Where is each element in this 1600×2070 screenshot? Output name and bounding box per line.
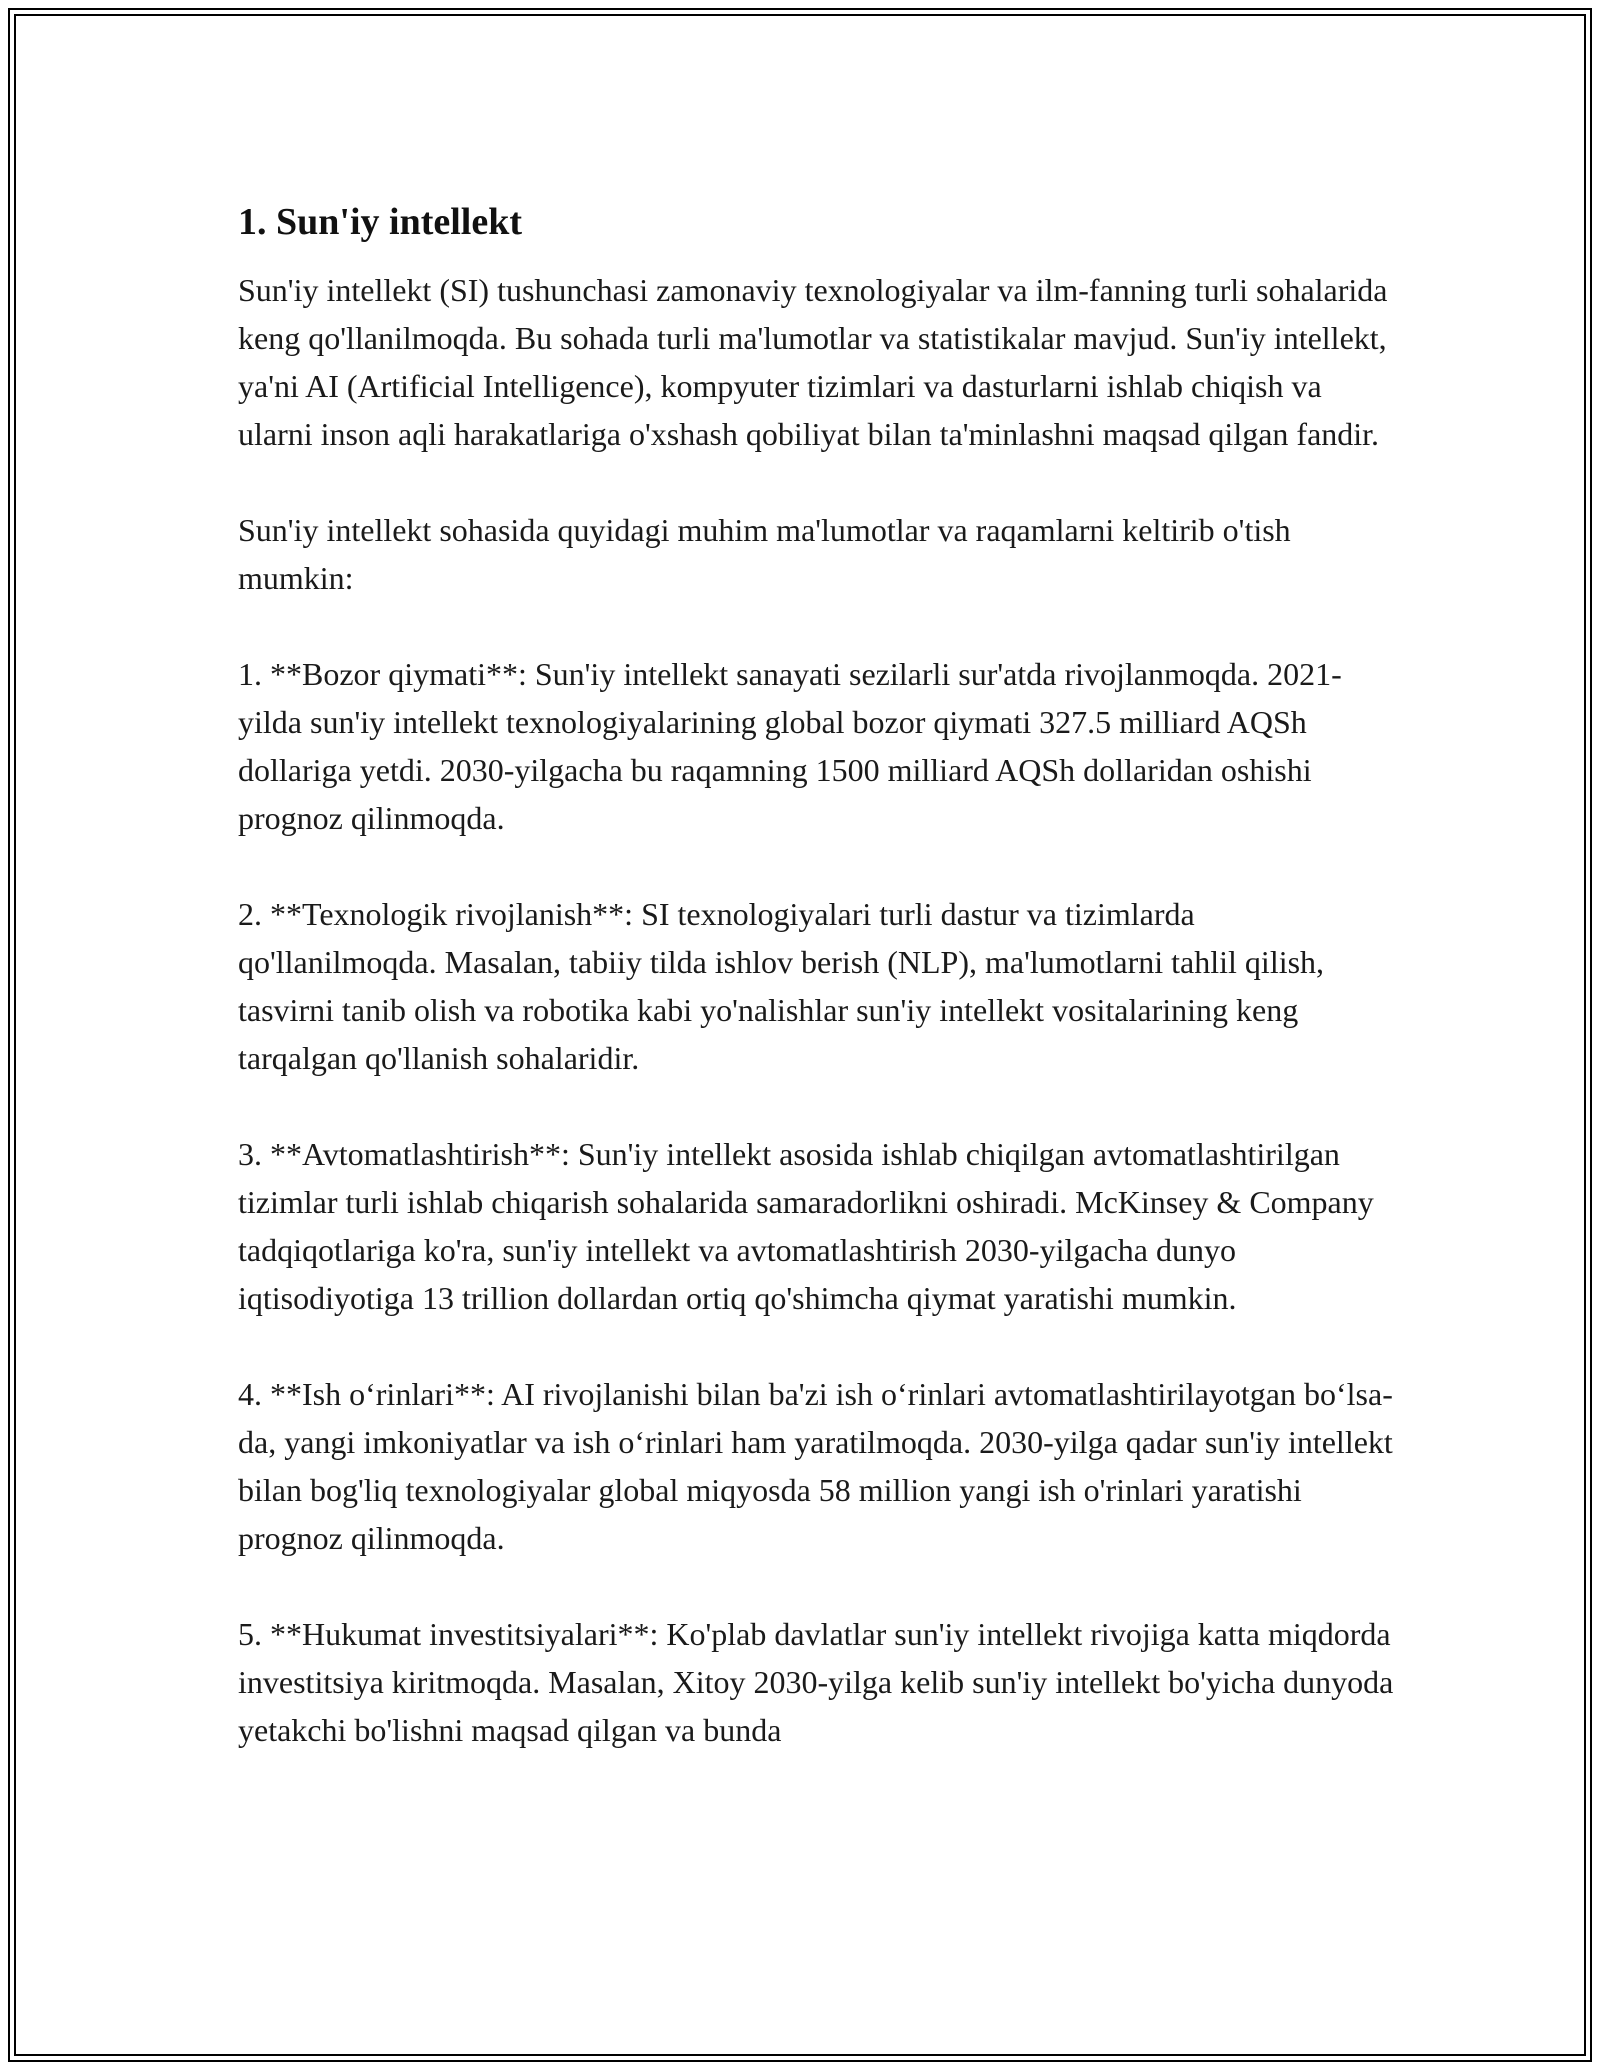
page-border-inner (14, 14, 1586, 2056)
document-body (238, 198, 1398, 1802)
list-item-bozor-qiymati: 1. **Bozor qiymati**: Sun'iy intellekt sanayati sezilarli sur'atda rivojlanmoqda. 2021-yilda sun'iy intellekt texnologiyalarining global bozor qiymati 327.5 milliard AQSh dollariga yetdi. 2030-yilgacha bu raqamning 1500 milliard AQSh dollaridan oshishi prognoz qilinmoqda. (238, 656, 1342, 836)
section-title: 1. Sun'iy intellekt (238, 201, 522, 243)
list-item-avtomatlashtirish: 3. **Avtomatlashtirish**: Sun'iy intellekt asosida ishlab chiqilgan avtomatlashtirilgan tizimlar turli ishlab chiqarish sohalarida samaradorlikni oshiradi. McKinsey & Company tadqiqotlariga ko'ra, sun'iy intellekt va avtomatlashtirish 2030-yilgacha dunyo iqtisodiyotiga 13 trillion dollardan ortiq qo'shimcha qiymat yaratishi mumkin. (238, 1136, 1374, 1316)
list-item-hukumat-investitsiyalari: 5. **Hukumat investitsiyalari**: Ko'plab davlatlar sun'iy intellekt rivojiga katta miqdorda investitsiya kiritmoqda. Masalan, Xitoy 2030-yilga kelib sun'iy intellekt bo'yicha dunyoda yetakchi bo'lishni maqsad qilgan va bunda (238, 1616, 1394, 1748)
intro-paragraph: Sun'iy intellekt (SI) tushunchasi zamonaviy texnologiyalar va ilm-fanning turli sohalarida keng qo'llanilmoqda. Bu sohada turli ma'lumotlar va statistikalar mavjud. Sun'iy intellekt, ya'ni AI (Artificial Intelligence), kompyuter tizimlari va dasturlarni ishlab chiqish va ularni inson aqli harakatlariga o'xshash qobiliyat bilan ta'minlashni maqsad qilgan fandir. (238, 272, 1388, 452)
list-intro-paragraph: Sun'iy intellekt sohasida quyidagi muhim ma'lumotlar va raqamlarni keltirib o'tish mumkin: (238, 512, 1291, 596)
page-border (8, 8, 1592, 2062)
list-item-texnologik-rivojlanish: 2. **Texnologik rivojlanish**: SI texnologiyalari turli dastur va tizimlarda qo'llanilmoqda. Masalan, tabiiy tilda ishlov berish (NLP), ma'lumotlarni tahlil qilish, tasvirni tanib olish va robotika kabi yo'nalishlar sun'iy intellekt vositalarining keng tarqalgan qo'llanish sohalaridir. (238, 896, 1325, 1076)
list-item-ish-orinlari: 4. **Ish o‘rinlari**: AI rivojlanishi bilan ba'zi ish o‘rinlari avtomatlashtirilayotgan bo‘lsa-da, yangi imkoniyatlar va ish o‘rinlari ham yaratilmoqda. 2030-yilga qadar sun'iy intellekt bilan bog'liq texnologiyalar global miqyosda 58 million yangi ish o'rinlari yaratishi prognoz qilinmoqda. (238, 1376, 1393, 1556)
